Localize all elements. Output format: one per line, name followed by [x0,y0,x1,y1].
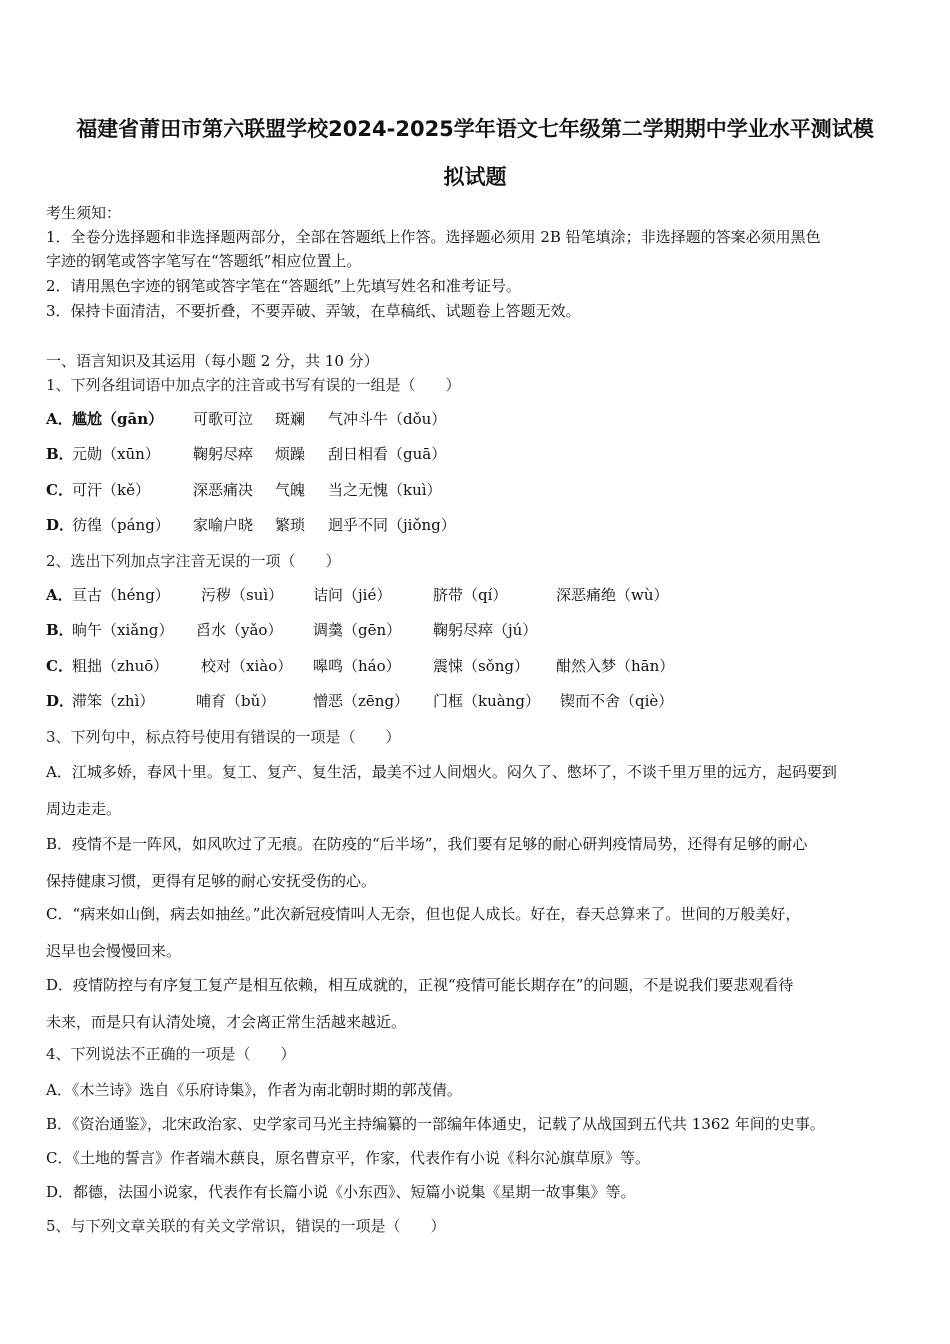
option-word: 彷徨（páng） [72,516,170,534]
option-word: 锲而不舍（qiè） [560,692,674,710]
option-word: 尴尬（gān） [72,410,164,428]
option-word: 滞笨（zhì） [72,692,155,710]
option-word: 舀水（yǎo） [196,621,283,639]
exam-title-line1: 福建省莆田市第六联盟学校2024-2025学年语文七年级第二学期期中学业水平测试模 [76,117,874,141]
option-word: 憎恶（zēng） [313,692,410,710]
option-word: 脐带（qí） [433,586,508,604]
notice-item-1a: 1．全卷分选择题和非选择题两部分，全部在答题纸上作答。选择题必须用 2B 铅笔填涂；非选择题的答案必须用黑色 [46,228,821,246]
option-word: 校对（xiào） [201,657,293,675]
option-word: 污秽（suì） [201,586,284,604]
option-label: C． [46,481,73,499]
q3-option-b-line1: B．疫情不是一阵风，如风吹过了无痕。在防疫的“后半场”，我们要有足够的耐心研判疫情局势，还得有足够的耐心 [46,835,808,853]
q3-option-b-line2: 保持健康习惯，更得有足够的耐心安抚受伤的心。 [46,872,377,890]
option-word: 深恶痛决 [193,481,254,499]
option-word: 哺育（bǔ） [196,692,276,710]
q3-option-a-line2: 周边走走。 [46,800,122,818]
option-word: 亘古（héng） [72,586,170,604]
option-label: A． [46,586,73,604]
q3-option-d-line1: D．疫情防控与有序复工复产是相互依赖，相互成就的，正视“疫情可能长期存在”的问题，不是说我们要悲观看待 [46,976,794,994]
q4-option-a: A．《木兰诗》选自《乐府诗集》，作者为南北朝时期的郭茂倩。 [46,1081,462,1099]
option-word: 繁琐 [275,516,306,534]
option-word: 迥乎不同（jiǒng） [328,516,456,534]
section-heading: 一、语言知识及其运用（每小题 2 分，共 10 分） [46,352,379,370]
option-word: 震悚（sǒng） [433,657,529,675]
q4-option-d: D．都德，法国小说家，代表作有长篇小说《小东西》、短篇小说集《星期一故事集》等。 [46,1183,636,1201]
option-word: 家喻户晓 [193,516,254,534]
option-word: 酣然入梦（hān） [556,657,675,675]
option-word: 嗥鸣（háo） [313,657,401,675]
option-word: 诘问（jié） [313,586,392,604]
option-word: 斑斓 [275,410,306,428]
option-word: 烦躁 [275,445,306,463]
q2-stem: 2、选出下列加点字注音无误的一项（ ） [46,552,341,570]
q3-stem: 3、下列句中，标点符号使用有错误的一项是（ ） [46,728,401,746]
option-word: 可汗（kě） [72,481,150,499]
notice-item-1b: 字迹的钢笔或答字笔写在“答题纸”相应位置上。 [46,252,362,270]
option-word: 气冲斗牛（dǒu） [328,410,447,428]
option-label: B． [46,445,74,463]
notice-item-2: 2．请用黑色字迹的钢笔或答字笔在“答题纸”上先填写姓名和准考证号。 [46,277,521,295]
exam-title-line2: 拟试题 [443,165,507,189]
q1-stem: 1、下列各组词语中加点字的注音或书写有误的一组是（ ） [46,376,461,394]
option-word: 晌午（xiǎng） [72,621,174,639]
option-word: 气魄 [275,481,306,499]
option-label: A． [46,410,73,428]
q4-stem: 4、下列说法不正确的一项是（ ） [46,1045,296,1063]
option-word: 调羹（gēn） [313,621,402,639]
option-label: D． [46,692,75,710]
option-label: C． [46,657,73,675]
q5-stem: 5、与下列文章关联的有关文学常识，错误的一项是（ ） [46,1217,446,1235]
q3-option-c-line2: 迟早也会慢慢回来。 [46,942,182,960]
option-word: 鞠躬尽瘁 [193,445,254,463]
option-word: 门框（kuàng） [433,692,540,710]
option-word: 当之无愧（kuì） [328,481,442,499]
option-word: 粗拙（zhuō） [72,657,169,675]
q4-option-b: B．《资治通鉴》，北宋政治家、史学家司马光主持编纂的一部编年体通史，记载了从战国到五代共 1362 年间的史事。 [46,1115,825,1133]
option-word: 元勋（xūn） [72,445,160,463]
q3-option-d-line2: 未来，而是只有认清处境，才会离正常生活越来越近。 [46,1013,407,1031]
option-word: 刮日相看（guā） [328,445,447,463]
option-label: B． [46,621,74,639]
option-label: D． [46,516,75,534]
option-word: 可歌可泣 [193,410,254,428]
notice-heading: 考生须知： [46,204,122,222]
option-word: 鞠躬尽瘁（jú） [433,621,538,639]
notice-item-3: 3．保持卡面清洁，不要折叠，不要弄破、弄皱，在草稿纸、试题卷上答题无效。 [46,302,581,320]
q3-option-c-line1: C．“病来如山倒，病去如抽丝。”此次新冠疫情叫人无奈，但也促人成长。好在，春天总算来了。世间的万般美好， [46,905,801,923]
q3-option-a-line1: A．江城多娇，春风十里。复工、复产、复生活，最美不过人间烟火。闷久了、憋坏了，不谈千里万里的远方，起码要到 [46,763,837,781]
q4-option-c: C．《土地的誓言》作者端木蕻良，原名曹京平，作家，代表作有小说《科尔沁旗草原》等。 [46,1149,650,1167]
option-word: 深恶痛绝（wù） [556,586,669,604]
